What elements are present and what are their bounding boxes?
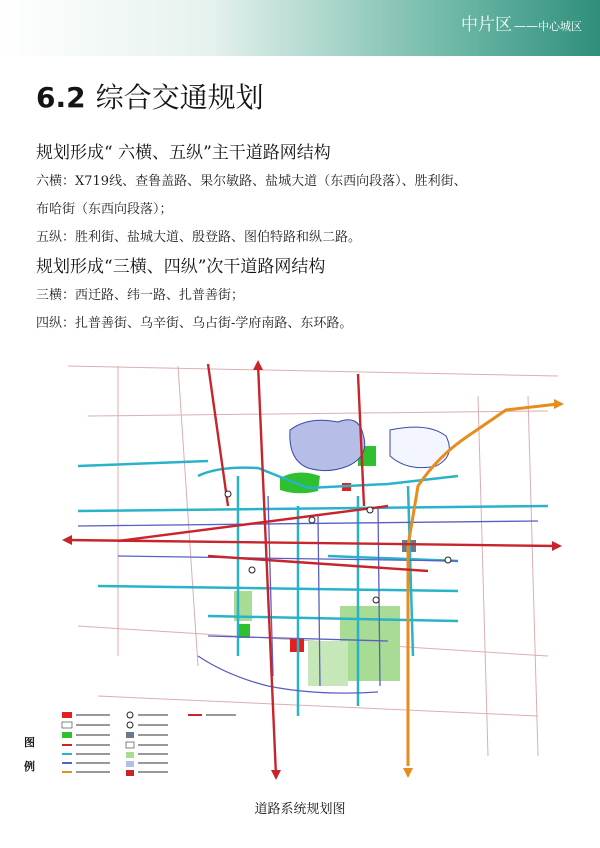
road-system-map xyxy=(58,356,566,780)
body-text xyxy=(36,138,576,338)
station-marker xyxy=(373,597,379,603)
header-dash: —— xyxy=(514,19,538,33)
section-title-text: 综合交通规划 xyxy=(95,81,264,114)
header-main-title: 中片区 xyxy=(461,15,512,35)
station-marker xyxy=(309,517,315,523)
road-map-graphic xyxy=(58,356,566,780)
paragraph-line: 六横：X719线、查鲁盖路、果尔敏路、盐城大道（东西向段落）、胜利街、 xyxy=(36,174,467,189)
section-number: 6.2 xyxy=(36,81,86,114)
lake xyxy=(290,420,365,471)
park-area xyxy=(238,624,250,638)
paragraph-line: 四纵：扎普善街、乌辛街、乌占街-学府南路、东环路。 xyxy=(36,316,353,331)
legend-label-top: 图 xyxy=(24,736,35,749)
paragraph-heading: 规划形成“ 六横、五纵”主干道路网结构 xyxy=(36,143,331,163)
figure-caption: 道路系统规划图 xyxy=(254,802,346,817)
station-marker xyxy=(249,567,255,573)
park-area xyxy=(340,606,400,681)
paragraph-heading: 规划形成“三横、四纵”次干道路网结构 xyxy=(36,257,326,277)
chapter-header xyxy=(461,14,582,38)
paragraph-line: 布哈街（东西向段落）； xyxy=(36,202,173,217)
station-marker xyxy=(445,557,451,563)
station-marker xyxy=(367,507,373,513)
park-area xyxy=(280,472,320,493)
park-area xyxy=(308,641,348,686)
legend-label-bottom: 例 xyxy=(24,760,35,773)
paragraph-line: 五纵：胜利街、盐城大道、殷登路、图伯特路和纵二路。 xyxy=(36,230,362,245)
station-marker xyxy=(225,491,231,497)
header-subtitle: 中心城区 xyxy=(538,20,582,33)
paragraph-line: 三横：西迁路、纬一路、扎普善街； xyxy=(36,288,245,303)
section-title xyxy=(36,76,264,116)
lake xyxy=(390,427,449,468)
